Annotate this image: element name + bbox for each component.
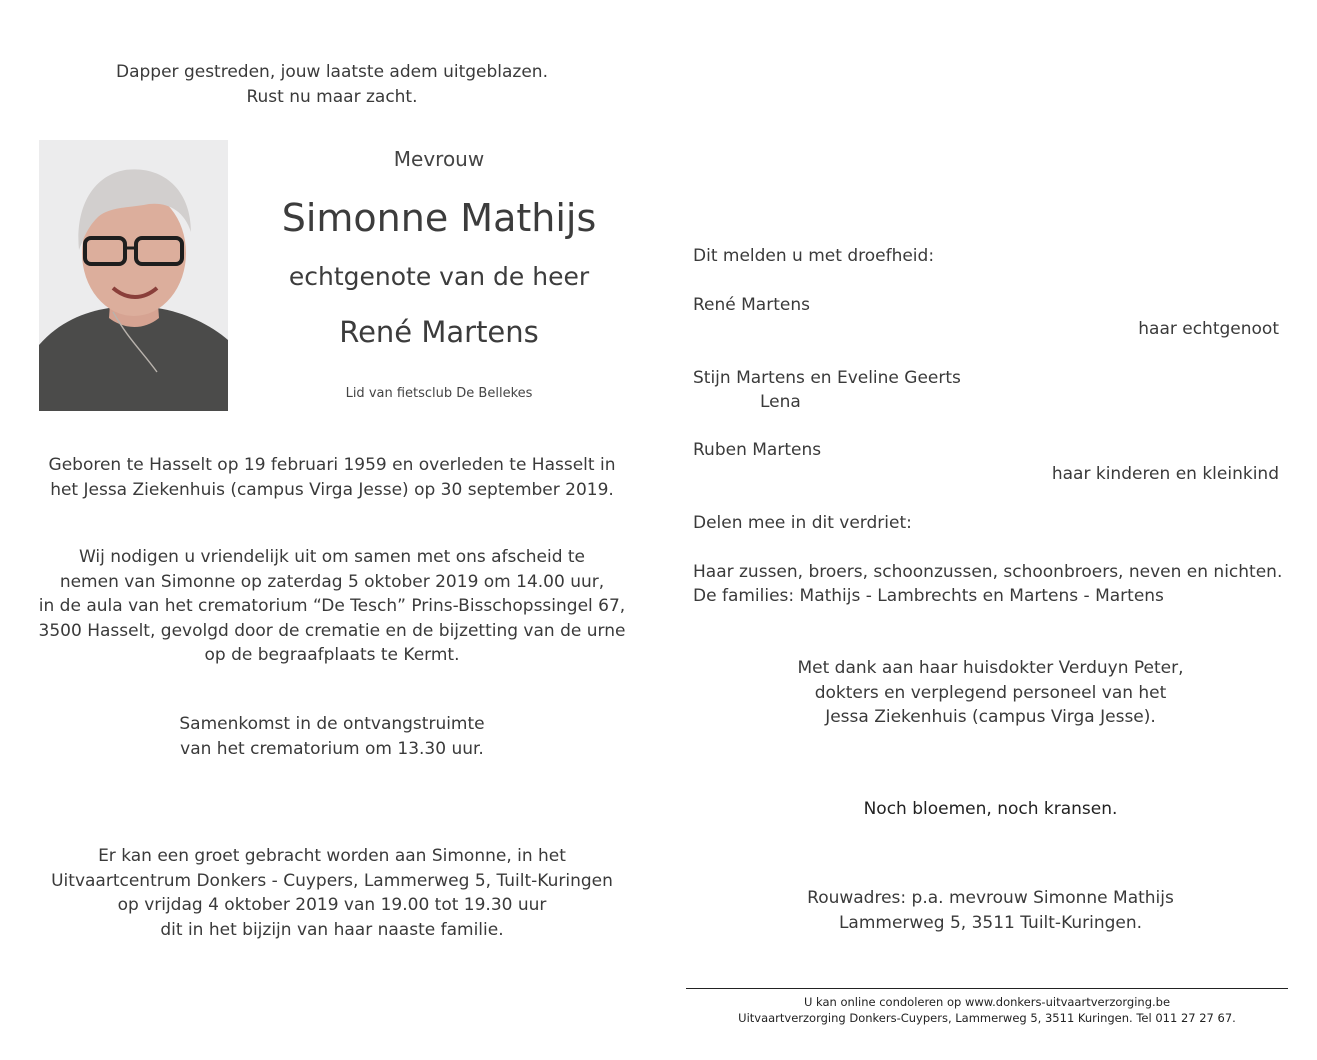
spouse-name: René Martens (339, 315, 539, 349)
thanks-text: Met dank aan haar huisdokter Verduyn Peter, dokters en verplegend personeel van het Jessa Ziekenhuis (campus Virga Jesse). (797, 658, 1184, 727)
no-flowers-text: Noch bloemen, noch kransen. (863, 799, 1118, 819)
portrait-photo (39, 140, 228, 411)
greeting-text: Er kan een groet gebracht worden aan Simonne, in het Uitvaartcentrum Donkers - Cuypers, Lammerweg 5, Tuilt-Kuringen op vrijdag 4 oktober 2019 van 19.00 tot 19.30 uur dit in het bijzijn van haar naaste familie. (51, 846, 613, 940)
motto-text: Dapper gestreden, jouw laatste adem uitgeblazen. Rust nu maar zacht. (116, 62, 548, 107)
condolence-footer: U kan online condoleren op www.donkers-uitvaartverzorging.be (803, 995, 1171, 1009)
family-relation: haar kinderen en kleinkind (1051, 464, 1279, 484)
families-line: De families: Mathijs - Lambrechts en Martens - Martens (693, 586, 1164, 606)
announce-intro: Dit melden u met droefheid: (693, 246, 935, 266)
family-relation: haar echtgenoot (1138, 319, 1279, 339)
birth-death-text: Geboren te Hasselt op 19 februari 1959 en overleden te Hasselt in het Jessa Ziekenhuis (campus Virga Jesse) op 30 september 2019. (48, 455, 616, 500)
share-intro: Delen mee in dit verdriet: (693, 513, 912, 533)
grandchild-name: Lena (760, 392, 801, 412)
family-member-name: René Martens (693, 295, 810, 315)
footer-divider (686, 988, 1288, 989)
family-member-name: Stijn Martens en Eveline Geerts (693, 368, 961, 388)
deceased-name: Simonne Mathijs (281, 196, 597, 240)
mourning-address: Rouwadres: p.a. mevrouw Simonne Mathijs Lammerweg 5, 3511 Tuilt-Kuringen. (807, 888, 1174, 933)
invitation-text: Wij nodigen u vriendelijk uit om samen met ons afscheid te nemen van Simonne op zaterdag 5 oktober 2019 om 14.00 uur, in de aula van het crematorium “De Tesch” Prins-Bisschopssingel 67, 3500 Hasselt, gevolgd door de crematie en de bijzetting van de urne op de begraafplaats te Kermt. (38, 547, 626, 665)
extended-family-line: Haar zussen, broers, schoonzussen, schoonbroers, neven en nichten. (693, 562, 1283, 582)
club-membership: Lid van fietsclub De Bellekes (345, 386, 533, 401)
meeting-text: Samenkomst in de ontvangstruimte van het crematorium om 13.30 uur. (179, 714, 485, 759)
spouse-intro: echtgenote van de heer (288, 262, 590, 291)
funeral-home-footer: Uitvaartverzorging Donkers-Cuypers, Lammerweg 5, 3511 Kuringen. Tel 011 27 27 67. (738, 1011, 1236, 1025)
family-member-name: Ruben Martens (693, 440, 822, 460)
title-prefix: Mevrouw (393, 147, 485, 171)
